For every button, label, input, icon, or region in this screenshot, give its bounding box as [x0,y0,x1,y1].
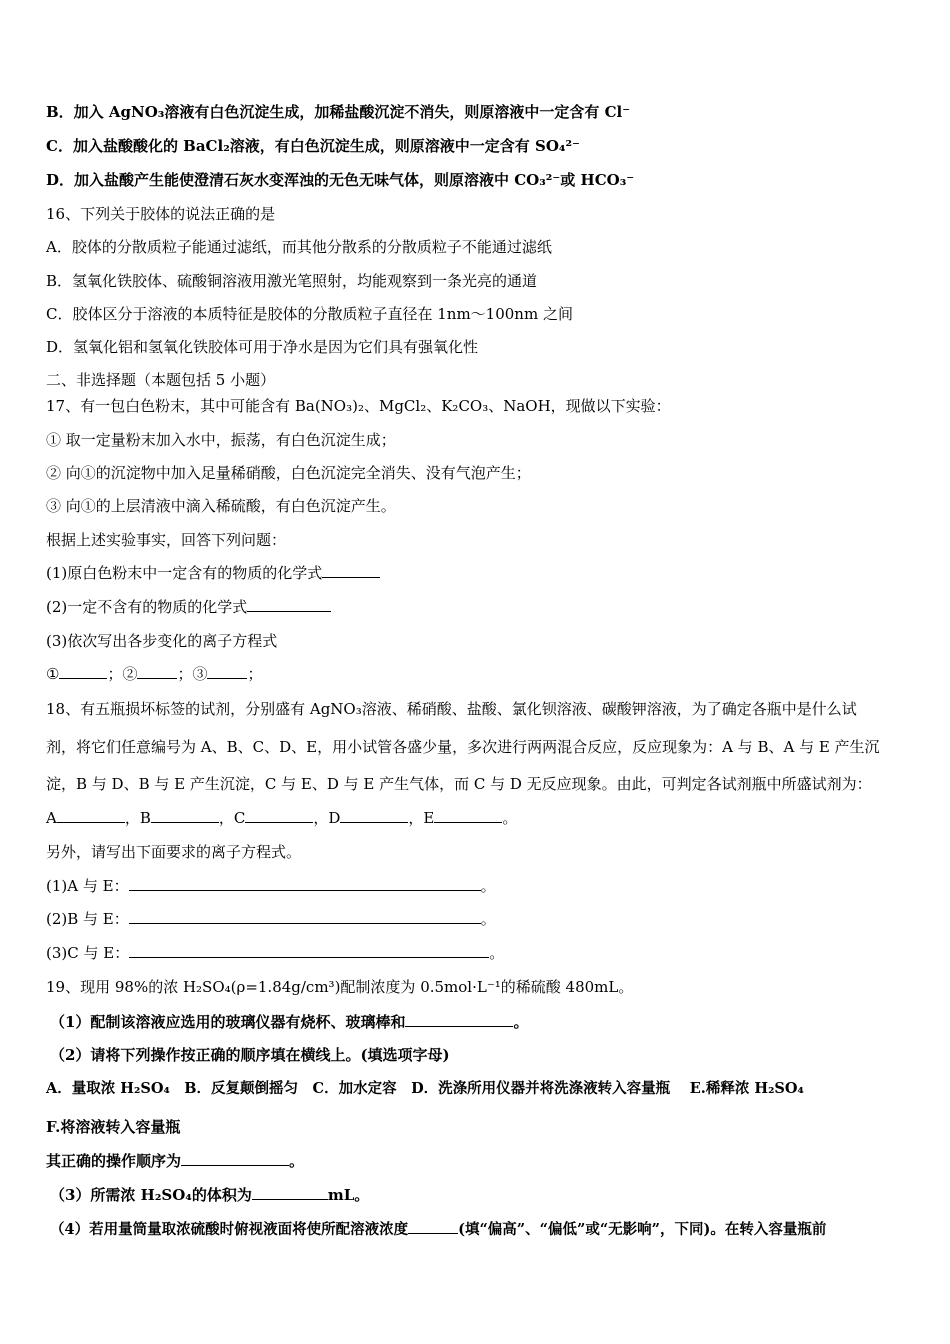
q18-ion-2-label: (2)B 与 E： [46,910,129,928]
q19-part-1-end: 。 [513,1013,529,1031]
q18-label-e: ，E [408,809,435,827]
q17-part-1-text: (1)原白色粉末中一定含有的物质的化学式 [46,564,323,582]
q19-part-4-end: (填“偏高”、“偏低”或“无影响”，下同)。在转入容量瓶前 [458,1221,827,1238]
q18-line-1: 18、有五瓶损坏标签的试剂，分别盛有 AgNO₃溶液、稀硝酸、盐酸、氯化钡溶液、碳酸钾溶液，为了确定各瓶中是什么试 [46,700,857,718]
q16-option-d: D．氢氧化铝和氢氧化铁胶体可用于净水是因为它们具有强氧化性 [46,338,479,356]
q17-eq-2-label: ；② [107,665,138,683]
q18-blank-d[interactable] [340,808,408,823]
q18-ion-2 [46,909,910,931]
q19-order-blank[interactable] [181,1151,289,1166]
q18-line-2: 剂，将它们任意编号为 A、B、C、D、E，用小试管各盛少量，多次进行两两混合反应，反应现象为：A 与 B、A 与 E 产生沉 [46,738,880,756]
q18-ion-3 [46,943,910,965]
q17-part-2 [46,597,910,619]
q17-part-2-blank[interactable] [247,597,331,612]
q17-equations [46,664,910,686]
q18-answers-end: 。 [502,809,518,827]
q18-ion-3-end: 。 [489,944,505,962]
q17-step-3: ③ 向①的上层清液中滴入稀硫酸，有白色沉淀产生。 [46,497,396,515]
q18-blank-a[interactable] [57,808,125,823]
q17-eq-end: ； [247,665,263,683]
q17-eq-3-label: ；③ [177,665,208,683]
q15-option-c: C．加入盐酸酸化的 BaCl₂溶液，有白色沉淀生成，则原溶液中一定含有 SO₄²⁻ [46,137,580,155]
q16-option-a: A．胶体的分散质粒子能通过滤纸，而其他分散系的分散质粒子不能通过滤纸 [46,238,552,256]
q18-ion-1-label: (1)A 与 E： [46,877,129,895]
q17-eq-3-blank[interactable] [207,664,247,679]
q19-part-4-blank[interactable] [408,1219,458,1234]
q19-part-4 [50,1219,910,1241]
q19-order-end: 。 [289,1152,305,1170]
q19-part-1-text: （1）配制该溶液应选用的玻璃仪器有烧杯、玻璃棒和 [50,1013,406,1031]
q17-eq-1-blank[interactable] [59,664,107,679]
q19-part-3-text: （3）所需浓 H₂SO₄的体积为 [50,1186,252,1204]
q16-option-b: B．氢氧化铁胶体、硫酸铜溶液用激光笔照射，均能观察到一条光亮的通道 [46,272,538,290]
q18-ion-1-blank[interactable] [129,876,481,891]
q18-line-3: 淀，B 与 D、B 与 E 产生沉淀，C 与 E、D 与 E 产生气体，而 C 与 D 无反应现象。由此，可判定各试剂瓶中所盛试剂为： [46,775,872,793]
q18-ion-1 [46,876,910,898]
q16-stem: 16、下列关于胶体的说法正确的是 [46,205,276,223]
q19-part-1-blank[interactable] [405,1012,513,1027]
q18-label-a: A [46,809,57,827]
q19-stem: 19、现用 98%的浓 H₂SO₄(ρ=1.84g/cm³)配制浓度为 0.5mol·L⁻¹的稀硫酸 480mL。 [46,978,634,996]
q19-part-2: （2）请将下列操作按正确的顺序填在横线上。(填选项字母) [50,1046,450,1064]
q17-step-1: ① 取一定量粉末加入水中，振荡，有白色沉淀生成； [46,431,396,449]
q17-step-2: ② 向①的沉淀物中加入足量稀硝酸，白色沉淀完全消失、没有气泡产生； [46,464,531,482]
q19-order-text: 其正确的操作顺序为 [46,1152,182,1170]
q19-part-3-blank[interactable] [252,1185,328,1200]
q19-part-3 [50,1185,910,1207]
q18-more: 另外，请写出下面要求的离子方程式。 [46,843,302,861]
q18-blank-e[interactable] [434,808,502,823]
q19-options: A．量取浓 H₂SO₄ B．反复颠倒摇匀 C．加水定容 D．洗涤所用仪器并将洗涤液转入容量瓶 E.稀释浓 H₂SO₄ [46,1080,804,1097]
q18-answers [46,808,910,830]
q18-ion-3-blank[interactable] [129,943,489,958]
q17-part-2-text: (2)一定不含有的物质的化学式 [46,598,248,616]
q18-ion-3-label: (3)C 与 E： [46,944,130,962]
q19-part-1 [50,1012,910,1034]
q17-part-3: (3)依次写出各步变化的离子方程式 [46,632,278,650]
q17-eq-1-label: ① [46,665,60,683]
q19-option-f: F.将溶液转入容量瓶 [46,1118,181,1136]
q18-label-c: ，C [218,809,246,827]
section-heading: 二、非选择题（本题包括 5 小题） [46,371,276,389]
q18-blank-b[interactable] [151,808,219,823]
q17-eq-2-blank[interactable] [137,664,177,679]
q15-option-b: B．加入 AgNO₃溶液有白色沉淀生成，加稀盐酸沉淀不消失，则原溶液中一定含有 Cl⁻ [46,103,631,121]
q17-stem: 17、有一包白色粉末，其中可能含有 Ba(NO₃)₂、MgCl₂、K₂CO₃、NaOH，现做以下实验： [46,397,671,415]
q17-ask: 根据上述实验事实，回答下列问题： [46,531,287,549]
q16-option-c: C．胶体区分于溶液的本质特征是胶体的分散质粒子直径在 1nm～100nm 之间 [46,305,573,323]
q15-option-d: D．加入盐酸产生能使澄清石灰水变浑浊的无色无味气体，则原溶液中 CO₃²⁻或 HCO₃⁻ [46,171,635,189]
q19-part-4-text: （4）若用量筒量取浓硫酸时俯视液面将使所配溶液浓度 [50,1221,409,1238]
q19-order [46,1151,910,1173]
q19-part-3-end: mL。 [327,1186,370,1204]
q18-blank-c[interactable] [245,808,313,823]
q17-part-1-blank[interactable] [322,563,380,578]
q18-ion-1-end: 。 [480,877,496,895]
q18-ion-2-end: 。 [480,910,496,928]
q18-label-d: ，D [313,809,341,827]
q17-part-1 [46,563,910,585]
q18-ion-2-blank[interactable] [129,909,481,924]
q18-label-b: ，B [124,809,151,827]
